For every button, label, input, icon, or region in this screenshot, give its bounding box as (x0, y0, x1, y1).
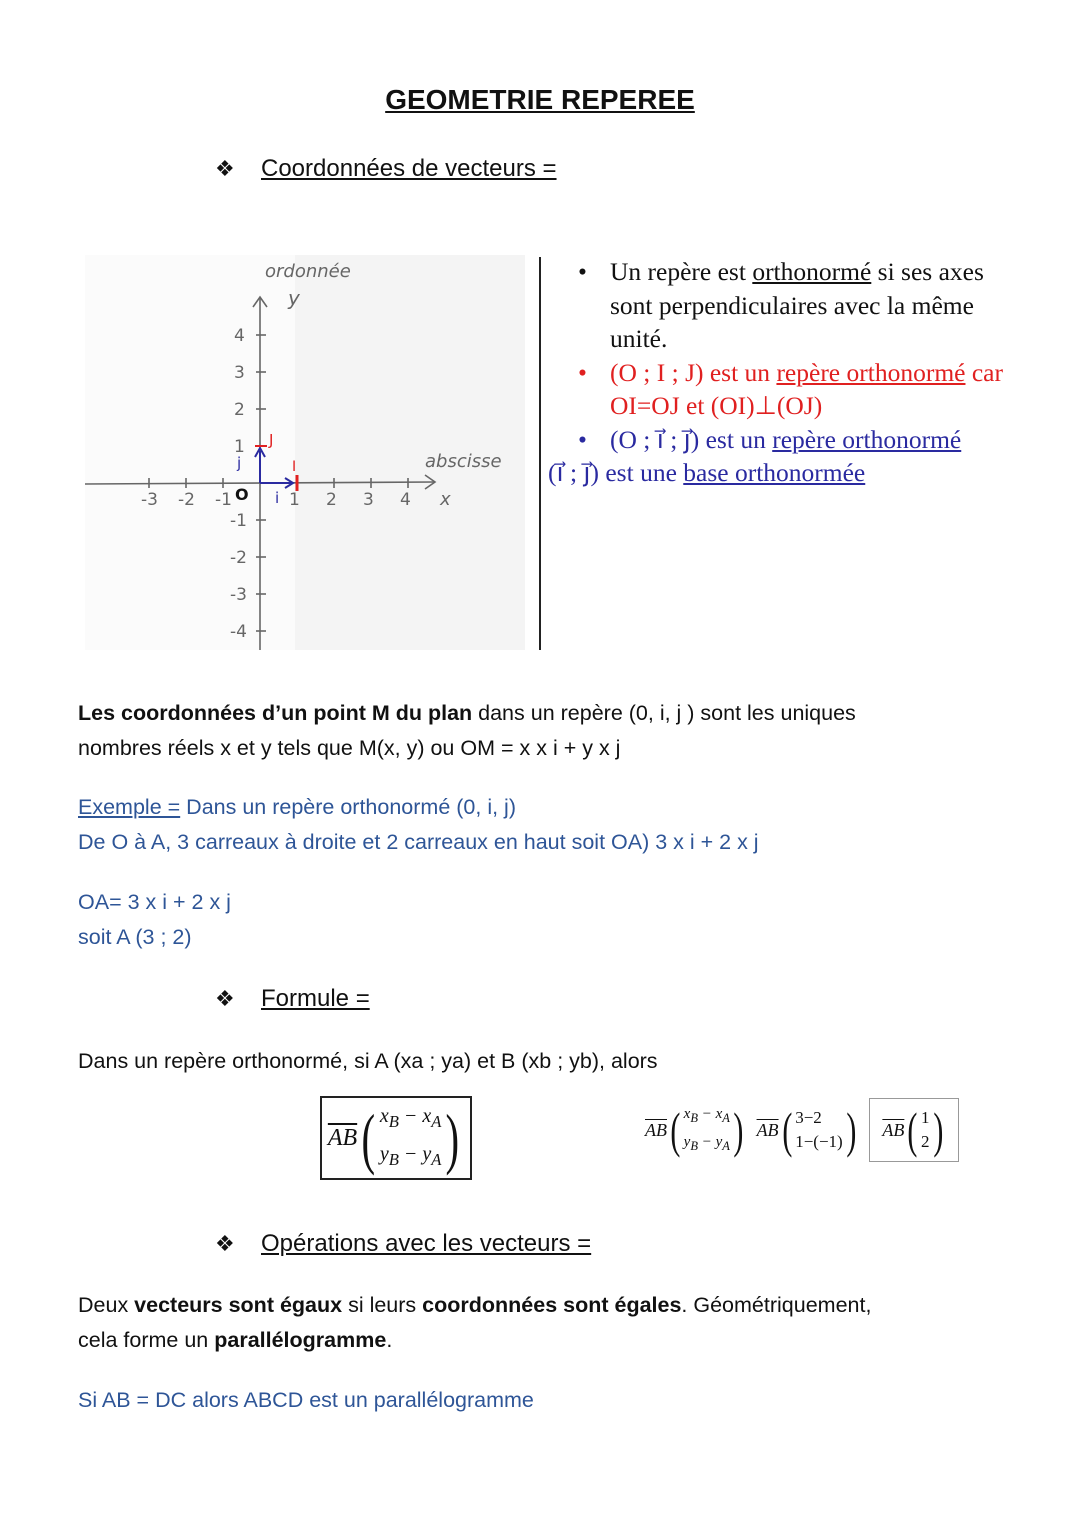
vector-result-box: $\overline{AB}$ ( 1 2 ) (869, 1098, 959, 1162)
y-tick-label: 2 (234, 400, 245, 420)
matrix-bottom: $y_B - y_A$ (379, 1143, 442, 1169)
text: nombres réels x et y tels que M(x, y) ou OM = x x i + y x j (78, 736, 621, 760)
text: (O ; i⃗ ; j⃗) est un (610, 424, 773, 454)
equal-vectors-paragraph: Deux vecteurs sont égaux si leurs coordonnées sont égales. Géométriquement, cela forme un parallélogramme. (78, 1293, 872, 1352)
text: dans un repère (0, i, j ) sont les uniques (472, 701, 856, 725)
bullet-icon: • (578, 424, 587, 454)
point-I-label: I (292, 459, 297, 475)
matrix-top: $x_B - x_A$ (379, 1105, 442, 1131)
definition-item (548, 456, 1008, 490)
section-label: Opérations avec les vecteurs = (261, 1230, 592, 1257)
x-tick-label: -3 (141, 490, 158, 510)
section-heading-coordonnees (215, 155, 557, 183)
matrix-top: 1 (921, 1108, 930, 1127)
section-heading-formule (215, 985, 370, 1013)
vector-AB: $\overline{AB}$ (882, 1119, 905, 1140)
bullet-icon: • (578, 357, 587, 387)
vector-AB: $\overline{AB}$ (327, 1124, 358, 1151)
underlined-term: orthonormé (752, 257, 872, 286)
example-block (78, 790, 1018, 955)
definition-item (578, 255, 1008, 356)
y-tick-label: 1 (234, 437, 245, 457)
matrix (380, 1100, 442, 1176)
x-tick-label: 4 (400, 490, 411, 510)
x-tick-label: -2 (178, 490, 195, 510)
matrix-bottom: 2 (921, 1132, 930, 1151)
hand-drawn-axes-graph (85, 255, 525, 650)
y-tick-label: -2 (230, 548, 247, 568)
definition-item (578, 423, 1008, 457)
bullet-icon: • (578, 257, 587, 286)
paren: ) (446, 1099, 460, 1176)
y-tick-label: -4 (230, 622, 247, 642)
parallelogram-rule: Si AB = DC alors ABCD est un parallélogramme (78, 1388, 534, 1412)
vector-AB: $\overline{AB}$ (645, 1119, 667, 1140)
x-tick-label: 1 (289, 490, 300, 510)
text: Dans un repère orthonormé (0, i, j) (180, 795, 516, 819)
x-axis-label: abscisse (425, 451, 502, 472)
y-tick-label: 3 (234, 363, 245, 383)
text: (O ; I ; J) est un (610, 357, 777, 387)
text: (i⃗ ; j⃗) est une (548, 458, 684, 487)
vector-AB: $\overline{AB}$ (756, 1119, 779, 1140)
underlined-term: base orthonormée (683, 458, 866, 487)
diamond-bullet-icon: ❖ (215, 986, 235, 1011)
text: Un repère est (610, 257, 753, 286)
x-tick-label: 3 (363, 490, 374, 510)
page-title: GEOMETRIE REPEREE (385, 84, 695, 115)
vector-i-label: i (275, 489, 280, 507)
text: De O à A, 3 carreaux à droite et 2 carreaux en haut soit OA) 3 x i + 2 x j (78, 830, 759, 854)
text: car OI=OJ et (OI)⊥(OJ) (610, 357, 1003, 420)
formula-intro: Dans un repère orthonormé, si A (xa ; ya) et B (xb ; yb), alors (78, 1049, 658, 1073)
text: si ses axes sont perpendiculaires avec la même unité. (610, 257, 984, 353)
example-label: Exemple = (78, 795, 181, 819)
point-J-label: J (269, 431, 274, 449)
definitions-list (548, 255, 1008, 490)
coordinate-definition (78, 696, 1018, 766)
y-axis-label: ordonnée (265, 261, 351, 282)
matrix-bottom: 1−(−1) (795, 1132, 843, 1151)
vector-j-label: j (237, 454, 242, 472)
y-tick-label: 4 (234, 326, 245, 346)
origin-label: O (235, 485, 249, 504)
text: soit A (3 ; 2) (78, 925, 192, 949)
y-tick-label: -1 (230, 511, 247, 531)
matrix-top: 3−2 (795, 1108, 822, 1127)
section-heading-operations (215, 1230, 591, 1258)
vector-substitution: $\overline{AB}$ ( 3−2 1−(−1) ) (756, 1102, 857, 1158)
y-tick-label: -3 (230, 585, 247, 605)
section-label: Coordonnées de vecteurs = (261, 155, 557, 182)
x-tick-label: -1 (215, 490, 232, 510)
underlined-term: repère orthonormé (772, 424, 962, 454)
vector-formula-small: $\overline{AB}$ ( $x_B - x_A$ $y_B - y_A$ ) (645, 1102, 744, 1158)
bold-text: Les coordonnées d’un point M du plan (78, 701, 473, 725)
vector-formula (328, 1099, 464, 1178)
formula-box (320, 1096, 472, 1180)
definition-item (578, 356, 1008, 423)
formula-example (645, 1098, 959, 1162)
x-var-label: x (440, 489, 451, 510)
y-var-label: y (288, 286, 300, 310)
x-tick-label: 2 (326, 490, 337, 510)
paren: ( (361, 1099, 376, 1176)
section-label: Formule = (261, 985, 370, 1012)
column-divider (539, 257, 541, 650)
diamond-bullet-icon: ❖ (215, 156, 235, 181)
underlined-term: repère orthonormé (776, 357, 966, 387)
diamond-bullet-icon: ❖ (215, 1231, 235, 1256)
text: OA= 3 x i + 2 x j (78, 890, 231, 914)
